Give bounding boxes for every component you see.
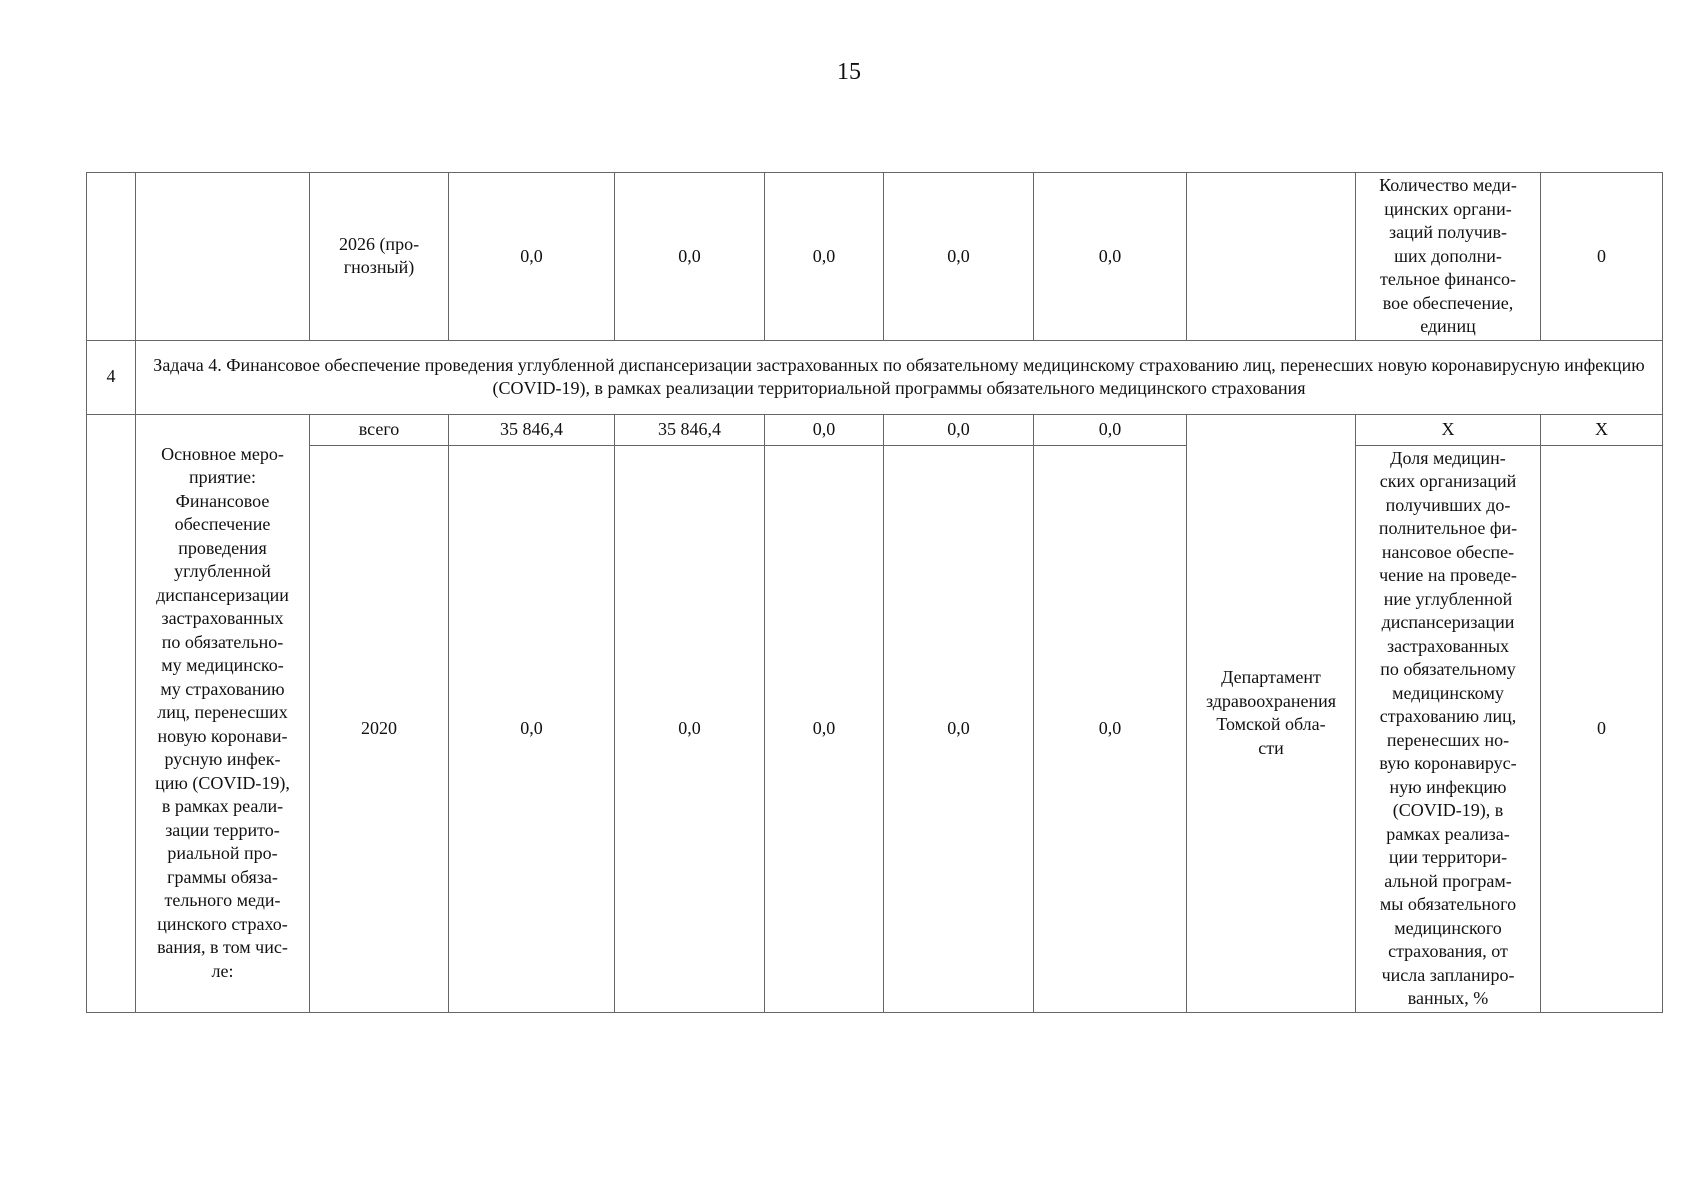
table-row-main-event-total — [87, 414, 1663, 445]
cell-year: 2020 — [310, 445, 449, 1012]
cell-value-federal: 35 846,4 — [615, 414, 765, 445]
cell-main-event-name: Основное меро- приятие: Финансовое обеспечение проведения углубленной диспансеризации застрахованных по обязательно- му медицинско- му страхованию лиц, перенесших новую коронави- русную инфек- цию (COVID-19), в рамках реали- зации террито- риальной про- граммы обяза- тельного меди- цинского страхо- вания, в том чис- ле: — [136, 414, 310, 1012]
cell-task-text: Задача 4. Финансовое обеспечение проведения углубленной диспансеризации застрахованных по обязательному медицинскому страхованию лиц, перенесших новую коронавирусную инфекцию (COVID-19), в рамках реализации территориальной программы обязательного медицинского страхования — [136, 340, 1663, 414]
cell-value-total: 35 846,4 — [449, 414, 615, 445]
table-row-2026 — [87, 173, 1663, 341]
cell-empty-number — [87, 173, 136, 341]
cell-year: 2026 (про- гнозный) — [310, 173, 449, 341]
cell-value-regional: 0,0 — [765, 445, 884, 1012]
cell-empty-name — [136, 173, 310, 341]
cell-value-regional: 0,0 — [765, 414, 884, 445]
cell-task-number: 4 — [87, 340, 136, 414]
cell-year: всего — [310, 414, 449, 445]
cell-value-federal: 0,0 — [615, 445, 765, 1012]
cell-value-local: 0,0 — [884, 173, 1034, 341]
program-table — [86, 172, 1663, 1013]
cell-indicator-value: 0 — [1541, 173, 1663, 341]
cell-value-extra: 0,0 — [1034, 414, 1187, 445]
cell-empty-number — [87, 414, 136, 1012]
cell-value-total: 0,0 — [449, 445, 615, 1012]
cell-empty-executor — [1187, 173, 1356, 341]
cell-value-federal: 0,0 — [615, 173, 765, 341]
cell-indicator-value: Х — [1541, 414, 1663, 445]
table-row-main-event-2020 — [87, 445, 1663, 1012]
cell-indicator: Х — [1356, 414, 1541, 445]
page-number: 15 — [837, 59, 861, 85]
cell-indicator: Доля медицин- ских организаций получивших до- полнительное фи- нансовое обеспе- чение на проведе- ние углубленной диспансеризации застрахованных по обязательному медицинскому страхованию лиц, перенесших но- вую коронавирус- ную инфекцию (COVID-19), в рамках реализа- ции территори- альной програм- мы обязательного медицинского страхования, от числа запланиро- ванных, % — [1356, 445, 1541, 1012]
cell-value-extra: 0,0 — [1034, 173, 1187, 341]
table-row-task-4 — [87, 340, 1663, 414]
cell-executor: Департамент здравоохранения Томской обла- сти — [1187, 414, 1356, 1012]
cell-value-extra: 0,0 — [1034, 445, 1187, 1012]
cell-value-regional: 0,0 — [765, 173, 884, 341]
cell-indicator: Количество меди- цинских органи- заций получив- ших дополни- тельное финансо- вое обеспечение, единиц — [1356, 173, 1541, 341]
cell-value-local: 0,0 — [884, 445, 1034, 1012]
cell-indicator-value: 0 — [1541, 445, 1663, 1012]
cell-value-local: 0,0 — [884, 414, 1034, 445]
cell-value-total: 0,0 — [449, 173, 615, 341]
